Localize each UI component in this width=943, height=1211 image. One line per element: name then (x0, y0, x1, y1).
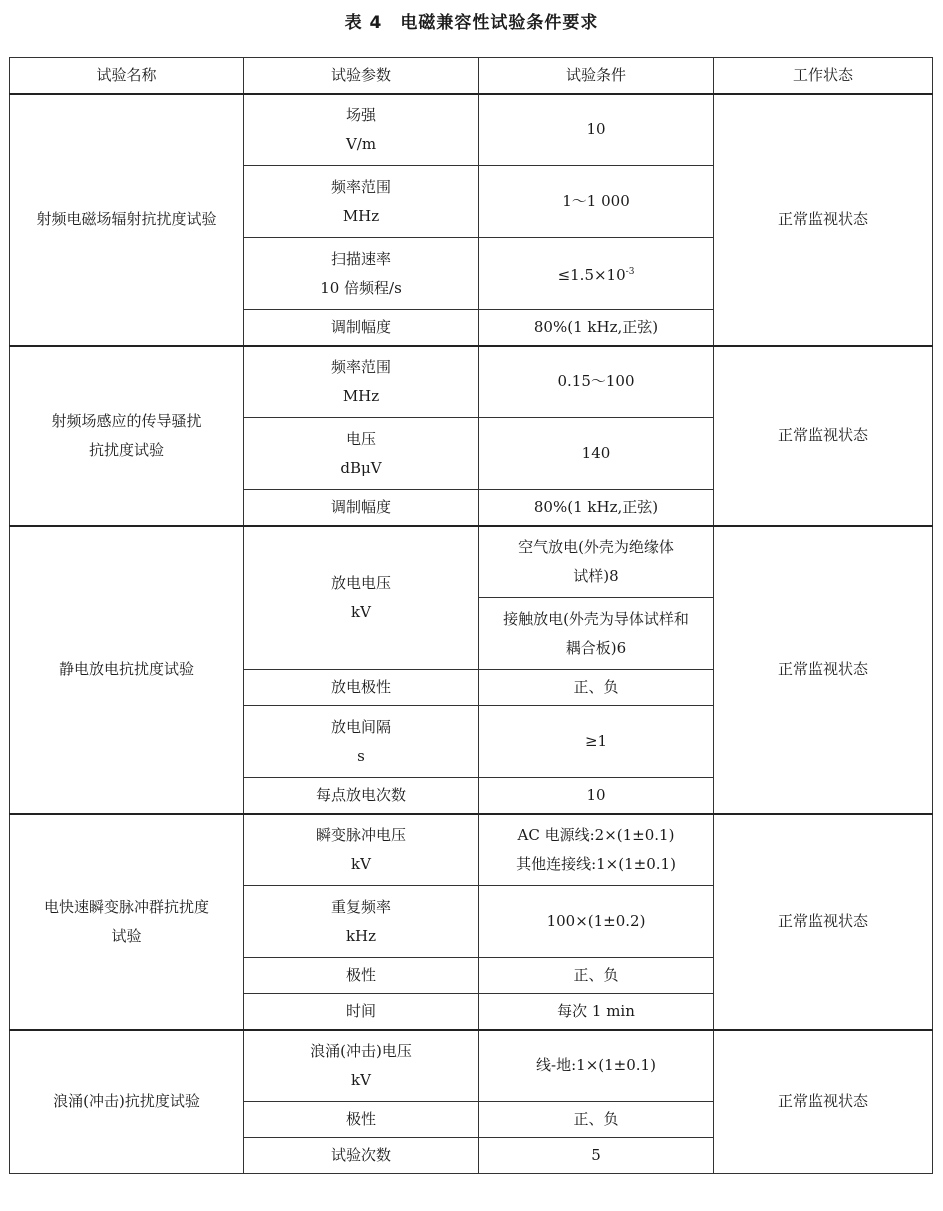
table-row (10, 814, 933, 886)
condition-cell (479, 886, 714, 958)
param-cell (244, 994, 479, 1030)
condition-cell (479, 418, 714, 490)
condition-cell (479, 670, 714, 706)
param-cell (244, 886, 479, 958)
test-name-cell (10, 1030, 244, 1174)
condition-line: 接触放电(外壳为导体试样和 (503, 609, 689, 628)
test-name-cell (10, 346, 244, 526)
condition-line: 试样)8 (573, 566, 619, 585)
status-cell: 正常监视状态 (714, 346, 933, 526)
condition-line: ≥1 (584, 732, 608, 750)
param-unit: 10 倍频程/s (320, 278, 402, 297)
header-test-name: 试验名称 (10, 58, 244, 94)
condition-cell (479, 94, 714, 166)
condition-line: 正、负 (573, 1110, 619, 1128)
param-unit: kV (351, 854, 371, 873)
test-name-cell (10, 94, 244, 346)
condition-line: AC 电源线:2×(1±0.1) (517, 825, 675, 844)
param-unit: kV (351, 1070, 371, 1089)
condition-cell (479, 778, 714, 814)
param-unit: s (357, 746, 365, 765)
condition-line: 其他连接线:1×(1±0.1) (516, 854, 676, 873)
param-line: 时间 (345, 1001, 376, 1020)
table-row (10, 94, 933, 166)
param-cell (244, 1030, 479, 1102)
param-line: 电压 (345, 429, 376, 448)
condition-line: 正、负 (573, 678, 619, 696)
test-name-line: 电快速瞬变脉冲群抗扰度 (43, 897, 209, 916)
condition-line: 耦合板)6 (565, 638, 627, 657)
condition-base: ≤1.5×10 (557, 265, 626, 284)
table-caption (0, 8, 943, 33)
test-name-line: 射频电磁场辐射抗扰度试验 (36, 210, 217, 228)
test-name-line: 静电放电抗扰度试验 (58, 660, 194, 678)
condition-exponent: -3 (625, 266, 635, 277)
status-cell: 正常监视状态 (714, 94, 933, 346)
param-cell (244, 238, 479, 310)
param-cell (244, 310, 479, 346)
test-name-cell (10, 814, 244, 1030)
param-cell (244, 346, 479, 418)
param-cell (244, 670, 479, 706)
condition-cell (479, 490, 714, 526)
condition-line: 100×(1±0.2) (546, 912, 646, 930)
condition-line: 每次 1 min (557, 1001, 635, 1020)
test-name-line: 射频场感应的传导骚扰 (51, 411, 202, 430)
param-cell (244, 94, 479, 166)
param-unit: V/m (345, 134, 377, 153)
condition-cell (479, 1138, 714, 1174)
param-line: 放电极性 (330, 678, 391, 696)
caption-title: 电磁兼容性试验条件要求 (400, 13, 599, 33)
test-name-line: 浪涌(冲击)抗扰度试验 (53, 1092, 200, 1111)
condition-cell (479, 706, 714, 778)
test-name-line: 试验 (111, 926, 142, 945)
header-test-parameter: 试验参数 (244, 58, 479, 94)
condition-line: 10 (586, 785, 606, 804)
header-row (10, 58, 933, 94)
condition-line: 80%(1 kHz,正弦) (533, 497, 659, 516)
param-cell (244, 490, 479, 526)
table-row (10, 346, 933, 418)
param-line: 调制幅度 (330, 497, 391, 516)
param-cell (244, 166, 479, 238)
param-line: 放电电压 (330, 573, 391, 592)
param-cell (244, 778, 479, 814)
param-line: 扫描速率 (330, 249, 391, 268)
condition-line: 80%(1 kHz,正弦) (533, 317, 659, 336)
condition-cell (479, 166, 714, 238)
param-unit: dBμV (340, 458, 382, 477)
param-line: 浪涌(冲击)电压 (310, 1041, 412, 1060)
condition-line: 正、负 (573, 966, 619, 984)
condition-line: 0.15～100 (557, 372, 635, 391)
param-cell (244, 706, 479, 778)
param-cell (244, 1102, 479, 1138)
table-row (10, 1030, 933, 1102)
status-cell: 正常监视状态 (714, 1030, 933, 1174)
param-unit: MHz (342, 386, 380, 405)
condition-cell (479, 1102, 714, 1138)
test-name-cell (10, 526, 244, 814)
condition-cell (479, 994, 714, 1030)
condition-line: 空气放电(外壳为绝缘体 (518, 537, 674, 556)
param-unit: kV (351, 602, 371, 621)
param-line: 极性 (345, 966, 376, 984)
condition-cell (479, 238, 714, 310)
param-line: 放电间隔 (330, 717, 391, 736)
status-cell: 正常监视状态 (714, 814, 933, 1030)
condition-cell (479, 310, 714, 346)
param-line: 极性 (345, 1110, 376, 1128)
condition-cell (479, 526, 714, 598)
param-line: 频率范围 (330, 357, 391, 376)
param-cell (244, 958, 479, 994)
param-line: 场强 (345, 105, 376, 124)
condition-cell (479, 1030, 714, 1102)
param-line: 试验次数 (330, 1146, 391, 1164)
header-test-condition: 试验条件 (479, 58, 714, 94)
condition-cell (479, 598, 714, 670)
test-name-line: 抗扰度试验 (88, 440, 164, 459)
param-unit: MHz (342, 206, 380, 225)
param-line: 每点放电次数 (315, 785, 406, 804)
param-line: 调制幅度 (330, 317, 391, 336)
condition-cell (479, 814, 714, 886)
param-cell (244, 1138, 479, 1174)
param-line: 频率范围 (330, 177, 391, 196)
param-unit: kHz (345, 926, 377, 945)
param-line: 重复频率 (330, 897, 391, 916)
table-row (10, 526, 933, 598)
condition-cell (479, 958, 714, 994)
header-working-state: 工作状态 (714, 58, 933, 94)
condition-cell (479, 346, 714, 418)
emc-test-conditions-table (9, 57, 933, 1174)
condition-line: 线-地:1×(1±0.1) (536, 1056, 656, 1075)
param-cell (244, 418, 479, 490)
condition-line: 5 (591, 1146, 601, 1164)
condition-line: 10 (586, 120, 606, 139)
status-cell: 正常监视状态 (714, 526, 933, 814)
param-line: 瞬变脉冲电压 (315, 825, 406, 844)
condition-line: 1～1 000 (562, 192, 630, 210)
condition-line: 140 (581, 444, 611, 462)
param-cell (244, 526, 479, 670)
caption-number: 表 4 (344, 13, 383, 33)
param-cell (244, 814, 479, 886)
